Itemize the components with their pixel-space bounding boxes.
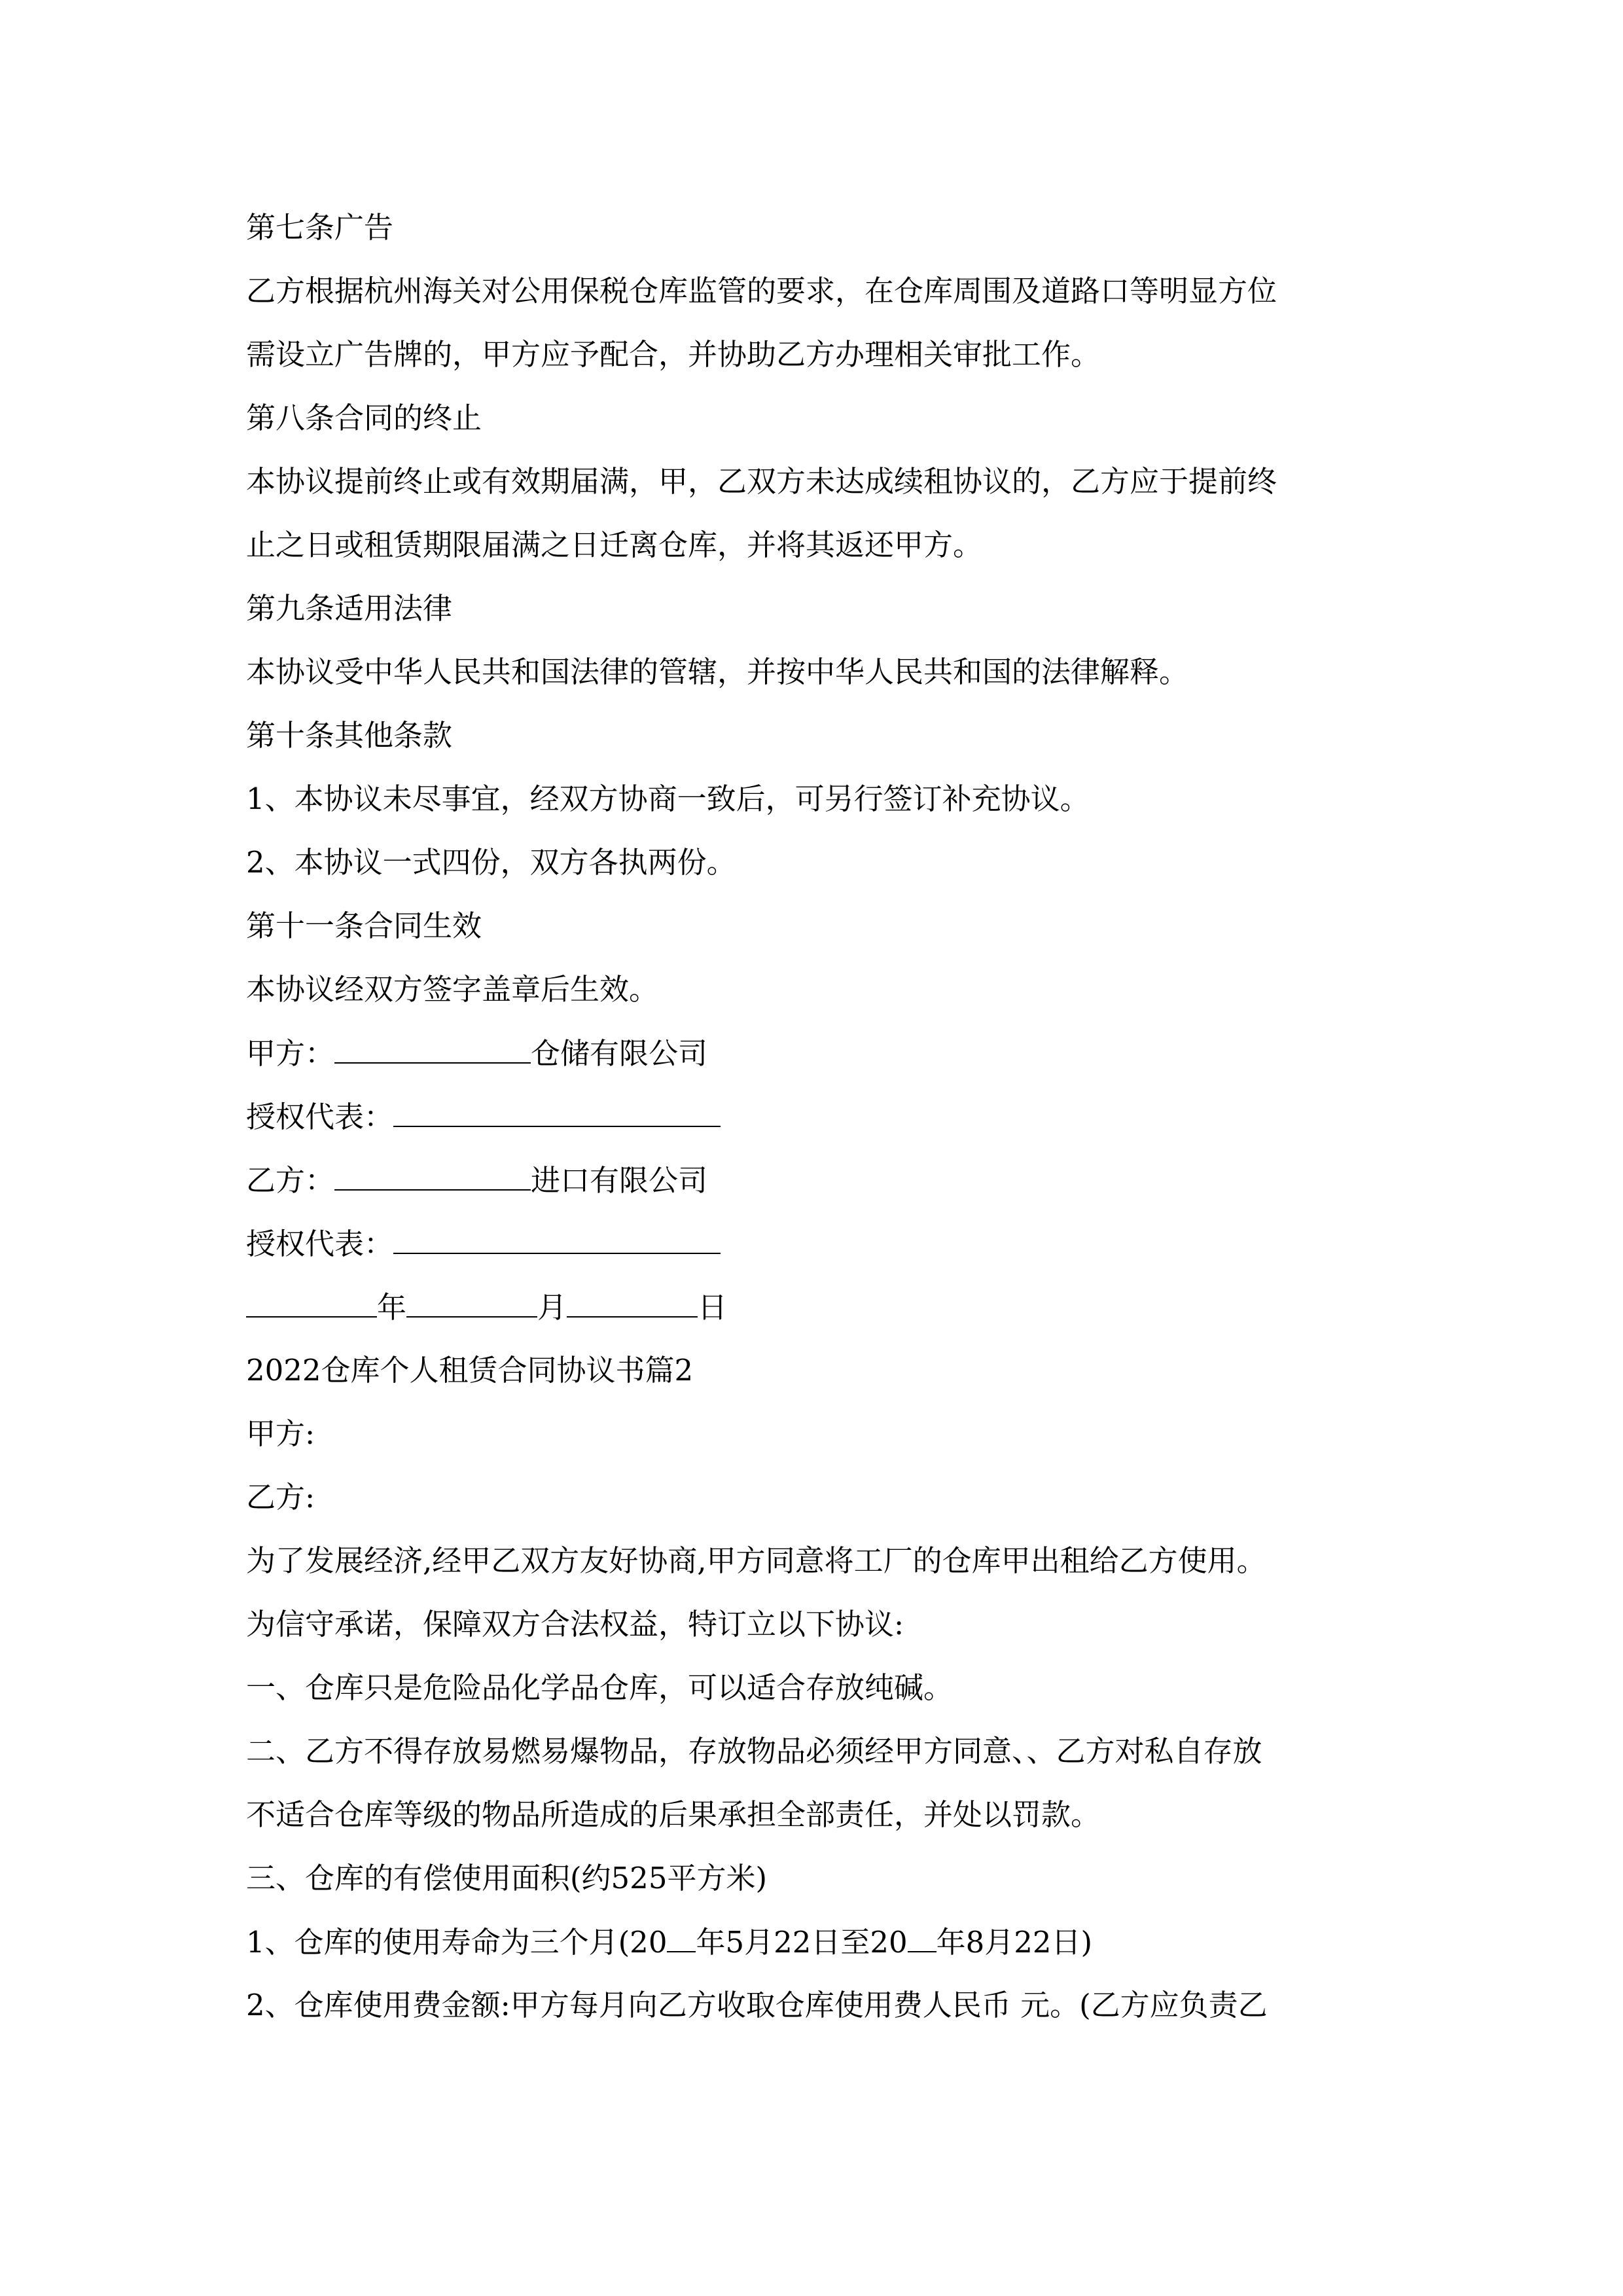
contract-2-party-a: 甲方: — [246, 1416, 315, 1451]
start-year-blank — [667, 1922, 696, 1952]
contract-2-clause-1: 一、仓库只是危险品化学品仓库，可以适合存放纯碱。 — [246, 1670, 954, 1705]
contract-2-fee-line: 2、仓库使用费金额:甲方每月向乙方收取仓库使用费人民币 元。(乙方应负责乙 — [246, 1988, 1268, 2022]
party-b-signature-line — [246, 1160, 707, 1200]
party-b-representative-line — [246, 1224, 721, 1263]
year-blank — [246, 1287, 377, 1318]
party-a-company-suffix: 仓储有限公司 — [531, 1036, 708, 1071]
term-suffix: 年8月22日) — [936, 1925, 1093, 1960]
day-label: 日 — [698, 1290, 728, 1325]
term-middle: 年5月22日至20 — [696, 1925, 908, 1960]
day-blank — [567, 1287, 698, 1318]
party-b-company-suffix: 进口有限公司 — [531, 1163, 708, 1198]
month-label: 月 — [537, 1290, 567, 1325]
contract-2-intro-line-1: 为了发展经济,经甲乙双方友好协商,甲方同意将工厂的仓库甲出租给乙方使用。 — [246, 1543, 1266, 1578]
contract-2-title: 2022仓库个人租赁合同协议书篇2 — [246, 1353, 694, 1388]
contract-2-party-b: 乙方: — [246, 1480, 315, 1515]
party-a-name-blank — [334, 1033, 531, 1064]
section-7-heading: 第七条广告 — [246, 210, 394, 245]
representative-b-blank — [393, 1224, 721, 1254]
party-b-name-blank — [334, 1160, 531, 1191]
contract-2-term-line — [246, 1922, 1092, 1962]
end-year-blank — [908, 1922, 936, 1952]
month-blank — [406, 1287, 537, 1318]
section-8-heading: 第八条合同的终止 — [246, 401, 482, 435]
section-7-paragraph-line-2: 需设立广告牌的，甲方应予配合，并协助乙方办理相关审批工作。 — [246, 337, 1101, 372]
representative-b-label: 授权代表： — [246, 1227, 394, 1261]
section-7-paragraph-line-1: 乙方根据杭州海关对公用保税仓库监管的要求，在仓库周围及道路口等明显方位 — [246, 274, 1277, 308]
contract-2-clause-2-line-2: 不适合仓库等级的物品所造成的后果承担全部责任，并处以罚款。 — [246, 1797, 1101, 1832]
section-9-heading: 第九条适用法律 — [246, 591, 453, 626]
party-a-signature-line — [246, 1033, 707, 1073]
party-a-representative-line — [246, 1097, 721, 1136]
section-10-heading: 第十条其他条款 — [246, 718, 453, 753]
section-10-item-2: 2、本协议一式四份，双方各执两份。 — [246, 845, 736, 880]
section-8-paragraph-line-2: 止之日或租赁期限届满之日迁离仓库，并将其返还甲方。 — [246, 528, 983, 562]
contract-2-intro-line-2: 为信守承诺，保障双方合法权益，特订立以下协议: — [246, 1607, 904, 1641]
section-10-item-1: 1、本协议未尽事宜，经双方协商一致后，可另行签订补充协议。 — [246, 781, 1090, 816]
party-b-label: 乙方： — [246, 1163, 335, 1198]
representative-a-blank — [393, 1097, 721, 1127]
section-9-paragraph: 本协议受中华人民共和国法律的管辖，并按中华人民共和国的法律解释。 — [246, 655, 1189, 689]
date-line — [246, 1287, 727, 1327]
contract-2-clause-3: 三、仓库的有偿使用面积(约525平方米) — [246, 1861, 768, 1895]
section-8-paragraph-line-1: 本协议提前终止或有效期届满，甲，乙双方未达成续租协议的，乙方应于提前终 — [246, 464, 1277, 499]
contract-2-clause-2-line-1: 二、乙方不得存放易燃易爆物品，存放物品必须经甲方同意、、乙方对私自存放 — [246, 1734, 1262, 1768]
section-11-paragraph: 本协议经双方签字盖章后生效。 — [246, 972, 659, 1007]
year-label: 年 — [377, 1290, 407, 1325]
party-a-label: 甲方： — [246, 1036, 335, 1071]
term-prefix: 1、仓库的使用寿命为三个月(20 — [246, 1925, 668, 1960]
representative-a-label: 授权代表： — [246, 1100, 394, 1134]
section-11-heading: 第十一条合同生效 — [246, 908, 482, 943]
